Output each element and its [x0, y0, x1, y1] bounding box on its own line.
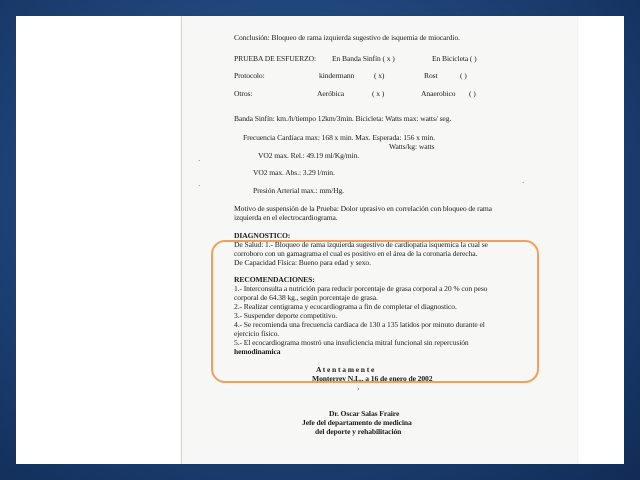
protocol-option-2-mark: ( ) [460, 71, 467, 80]
others-option-1: Aeróbica [317, 89, 345, 98]
signature-name: Dr. Oscar Salas Fraire [329, 409, 400, 418]
others-option-1-mark: ( x ) [372, 89, 385, 98]
scan-mark: · [198, 157, 201, 165]
recommendation-line: corporal de 64.38 kg., según porcentaje de grasa. [234, 293, 378, 302]
test-bicycle: En Bicicleta ( ) [432, 54, 477, 63]
diagnostic-line-3: De Capacidad Física: Bueno para edad y sexo. [234, 258, 371, 267]
test-treadmill: En Banda Sinfín ( x ) [332, 54, 395, 63]
test-label: PRUEBA DE ESFUERZO: [234, 54, 317, 63]
signature-title-2: del deporte y rehabilitación [315, 427, 402, 436]
conclusion-line: Conclusión: Bloqueo de rama izquierda sugestivo de isquemia de miocardio. [234, 33, 460, 42]
vo2-absolute: VO2 max. Abs.: 3.29 l/min. [253, 168, 335, 177]
watts-kg-line: Watts/kg: watts [389, 142, 435, 151]
vo2-relative: VO2 max. Rel.: 49.19 ml/Kg/min. [258, 151, 360, 160]
closing: A t e n t a m e n t e [316, 365, 375, 374]
scan-mark: › [357, 385, 360, 393]
diagnostic-heading: DIAGNOSTICO: [234, 231, 291, 240]
recommendation-line: ejercicio físico. [234, 329, 280, 338]
protocol-option-2: Rost [424, 71, 438, 80]
highlight-box [211, 240, 539, 383]
protocol-option-1-mark: ( x) [374, 71, 385, 80]
others-label: Otros: [234, 89, 253, 98]
recommendation-line: 1.- Interconsulta a nutrición para reducir porcentaje de grasa corporal a 20 % con peso [234, 284, 488, 293]
recommendations-heading: RECOMENDACIONES: [234, 275, 315, 284]
place-date: Monterrey N.L., a 16 de enero de 2002 [312, 374, 433, 383]
others-option-2: Anaerobico [421, 89, 456, 98]
recommendation-line: 5.- El ecocardiograma mostró una insuficiencia mitral funcional sin repercusión [234, 338, 469, 347]
motive-line-2: izquierda en el electrocardiograma. [234, 213, 338, 222]
recommendation-line: hemodinamica [234, 347, 281, 356]
diagnostic-line-1: De Salud: 1.- Bloqueo de rama izquierda sugestivo de cardiopatia isquemica la cual se [234, 240, 488, 249]
protocol-label: Protocolo: [234, 71, 265, 80]
recommendation-line: 3.- Suspender deporte competitivo. [234, 311, 338, 320]
band-line: Banda Sinfín: km./h/tiempo 12km/3min. Bicicleta: Watts max: watts/ seg. [234, 114, 452, 123]
signature-title-1: Jefe del departamento de medicina [302, 418, 412, 427]
motive-line-1: Motivo de suspensión de la Prueba: Dolor uprasivo en correlación con bloqueo de rama [234, 204, 492, 213]
protocol-option-1: kindermann [319, 71, 355, 80]
blood-pressure: Presión Arterial max.: mm/Hg. [253, 186, 344, 195]
recommendation-line: 2.- Realizar centigrama y ecocardiograma a fin de completar el diagnostico. [234, 302, 457, 311]
scan-mark: · [198, 182, 201, 190]
scan-mark: · [522, 179, 525, 187]
others-option-2-mark: ( ) [469, 89, 476, 98]
heart-rate-line: Frecuencia Cardiaca max: 168 x min. Max. Esperada: 156 x min. [243, 133, 435, 142]
recommendation-line: 4.- Se recomienda una frecuencia cardiaca de 130 a 135 latidos por minuto durante el [234, 320, 485, 329]
diagnostic-line-2: corroboro con un gamagrama el cual es positivo en el área de la coronaria derecha. [234, 249, 478, 258]
slide-canvas [16, 16, 624, 464]
